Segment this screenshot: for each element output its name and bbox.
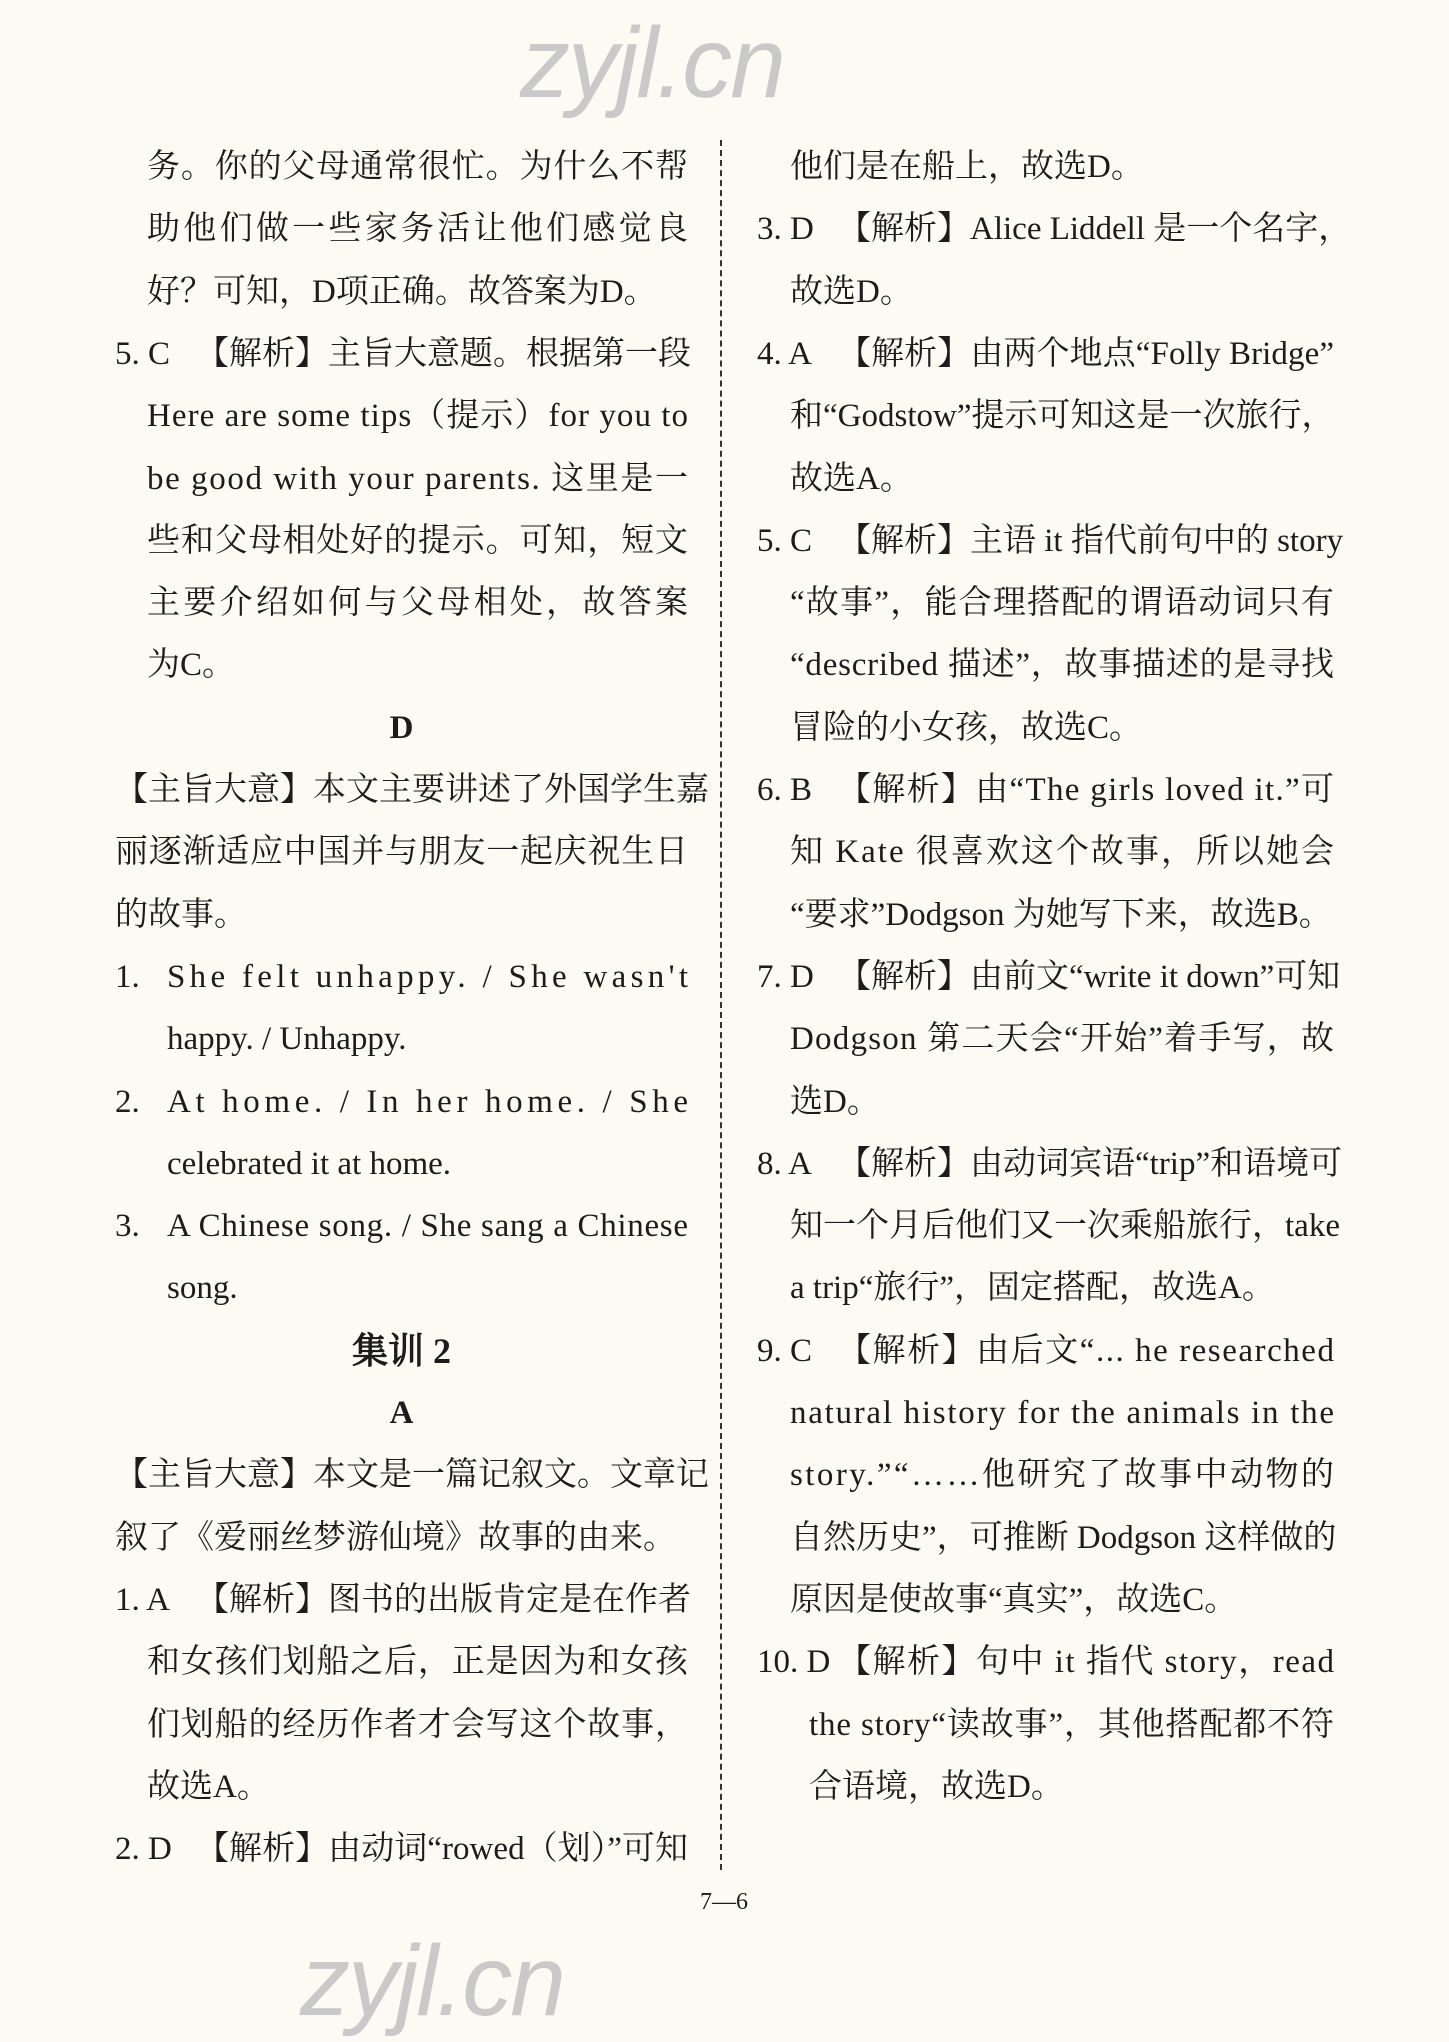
text-line: 故选A。 xyxy=(147,1768,270,1805)
watermark: zyjl.cn xyxy=(520,7,784,119)
watermark: zyjl.cn xyxy=(300,1925,564,2037)
answer-number: 5. C xyxy=(115,335,171,372)
text-line: celebrated it at home. xyxy=(167,1145,452,1182)
text-line: 助他们做一些家务活让他们感觉良 xyxy=(147,211,692,248)
text-line: 冒险的小女孩，故选C。 xyxy=(790,709,1143,746)
text-line: Dodgson 第二天会“开始”着手写，故 xyxy=(790,1021,1336,1058)
text-line: 【解析】由“The girls loved it.”可 xyxy=(838,772,1336,808)
text-line: 合语境，故选D。 xyxy=(809,1768,1064,1805)
text-line: 知一个月后他们又一次乘船旅行，take xyxy=(790,1208,1340,1245)
text-line: 们划船的经历作者才会写这个故事， xyxy=(147,1706,689,1743)
text-line: “故事”，能合理搭配的谓语动词只有 xyxy=(790,585,1336,622)
text-line: 自然历史”，可推断 Dodgson 这样做的 xyxy=(790,1519,1337,1556)
text-line: 丽逐渐适应中国并与朋友一起庆祝生日 xyxy=(115,834,689,871)
text-line: 【解析】Alice Liddell 是一个名字， xyxy=(838,211,1352,248)
column-divider xyxy=(720,140,722,1870)
text-line: natural history for the animals in the xyxy=(790,1395,1336,1431)
text-line: a trip“旅行”，固定搭配，故选A。 xyxy=(790,1270,1275,1307)
text-line: song. xyxy=(167,1270,238,1307)
text-line: 【解析】由动词“rowed（划）”可知 xyxy=(196,1831,689,1868)
text-line: 为C。 xyxy=(147,647,236,684)
text-line: 他们是在船上，故选D。 xyxy=(790,149,1144,185)
answer-number: 8. A xyxy=(757,1145,813,1182)
answer-number: 1. A xyxy=(115,1581,171,1618)
text-line: the story“读故事”，其他搭配都不符 xyxy=(809,1706,1335,1743)
answer-number: 5. C xyxy=(757,522,813,559)
text-line: 【解析】由后文“... he researched xyxy=(838,1332,1336,1369)
text-line: 故选A。 xyxy=(790,460,913,497)
text-line: 【解析】主旨大意题。根据第一段 xyxy=(196,335,691,372)
section-heading: A xyxy=(389,1395,414,1431)
answer-number: 4. A xyxy=(757,335,813,372)
text-line: story.”“……他研究了故事中动物的 xyxy=(790,1457,1337,1494)
answer-number: 6. B xyxy=(757,772,813,808)
text-line: 【解析】由两个地点“Folly Bridge” xyxy=(838,335,1335,372)
text-line: 【解析】主语 it 指代前句中的 story xyxy=(838,522,1344,559)
answer-number: 1. xyxy=(115,958,140,995)
text-line: 【解析】句中 it 指代 story，read xyxy=(838,1644,1336,1681)
text-line: 好？可知，D项正确。故答案为D。 xyxy=(147,273,657,310)
text-line: 故选D。 xyxy=(790,273,913,310)
text-line: She felt unhappy. / She wasn't xyxy=(167,958,693,995)
text-line: 【解析】图书的出版肯定是在作者 xyxy=(196,1581,691,1618)
text-line: 【主旨大意】本文是一篇记叙文。文章记 xyxy=(115,1457,709,1494)
answer-number: 9. C xyxy=(757,1332,813,1369)
text-line: Here are some tips（提示）for you to xyxy=(147,398,690,435)
text-line: 务。你的父母通常很忙。为什么不帮 xyxy=(147,149,689,185)
answer-number: 3. D xyxy=(757,211,814,248)
answer-number: 3. xyxy=(115,1208,140,1245)
section-heading: D xyxy=(389,709,414,746)
text-line: happy. / Unhappy. xyxy=(167,1021,407,1058)
answer-number: 2. D xyxy=(115,1831,172,1868)
text-line: 和“Godstow”提示可知这是一次旅行， xyxy=(790,398,1335,435)
text-line: 叙了《爱丽丝梦游仙境》故事的由来。 xyxy=(115,1519,676,1556)
text-line: A Chinese song. / She sang a Chinese xyxy=(167,1208,689,1245)
text-line: 【解析】由动词宾语“trip”和语境可 xyxy=(838,1145,1343,1182)
text-line: At home. / In her home. / She xyxy=(167,1083,693,1120)
text-line: 些和父母相处好的提示。可知，短文 xyxy=(147,522,689,559)
answer-number: 2. xyxy=(115,1083,140,1120)
section-heading: 集训 2 xyxy=(351,1330,451,1371)
text-line: 原因是使故事“真实”，故选C。 xyxy=(790,1581,1238,1618)
text-line: 的故事。 xyxy=(115,896,247,933)
text-line: “described 描述”，故事描述的是寻找 xyxy=(790,647,1335,684)
page-number: 7—6 xyxy=(700,1889,748,1915)
text-line: 选D。 xyxy=(790,1083,880,1120)
text-line: 【解析】由前文“write it down”可知 xyxy=(838,958,1341,995)
answer-number: 7. D xyxy=(757,958,814,995)
text-line: be good with your parents. 这里是一 xyxy=(147,460,690,497)
text-line: 和女孩们划船之后，正是因为和女孩 xyxy=(147,1644,689,1681)
text-line: 【主旨大意】本文主要讲述了外国学生嘉 xyxy=(115,772,709,808)
answer-number: 10. D xyxy=(757,1644,831,1681)
text-line: “要求”Dodgson 为她写下来，故选B。 xyxy=(790,896,1332,933)
text-line: 知 Kate 很喜欢这个故事，所以她会 xyxy=(790,834,1337,871)
text-line: 主要介绍如何与父母相处，故答案 xyxy=(147,585,692,622)
